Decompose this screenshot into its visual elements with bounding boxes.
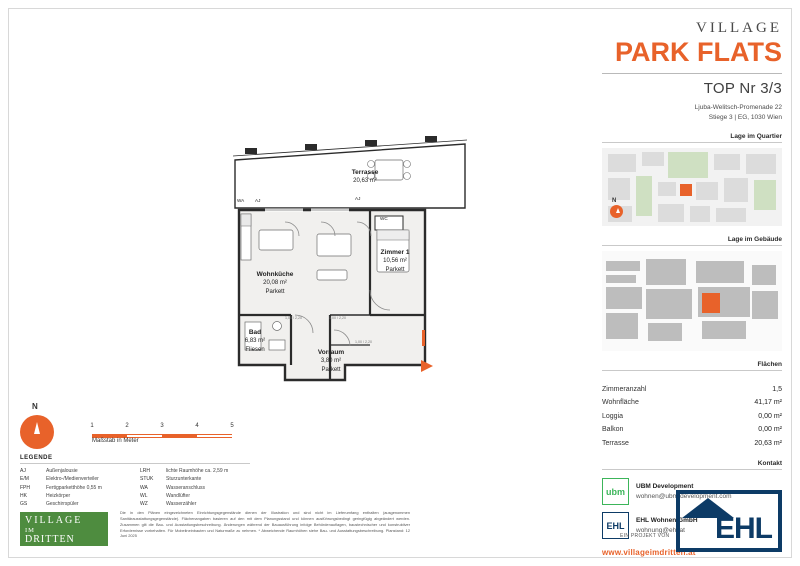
village-logo-line1: VILLAGE [25,515,83,526]
room-area: 20,63 m² [353,178,377,185]
area-value: 0,00 m² [758,426,782,434]
area-label: Balkon [602,426,624,434]
legend-abbr: FPH [20,484,30,491]
room-area: 10,56 m² [383,258,407,265]
room-floor: Parkett [321,367,341,374]
legend-abbr: STUK [140,476,154,483]
legend-item [140,475,250,483]
room-label-wohnkueche [235,270,315,297]
area-label: Terrasse [602,439,629,447]
legend-item [140,500,250,508]
legend-desc: Wasserzähler [166,501,197,507]
area-row [602,397,782,410]
compass-icon [20,415,54,449]
legend-item [140,484,250,492]
legend-abbr: WZ [140,501,148,507]
brand-park-flats: PARK FLATS [615,37,782,67]
legend-column-left [20,467,130,508]
disclaimer-text: Die in den Plänen eingezeichneten Einrichtungsgegenstände dienen der Illustration und sind nicht im Lieferumfang enthalten (ausgenommen Sanitärausstattungsgegenstände). Flächenangaben basieren auf den mit dem Planungsstand und können ausführungsbedingt geringfügig abgeändert werden. Zusammen gilt die Bau- und Ausstattungsbeschreibung. Änderungen während der Bauausführung infolge Behördenauflagen, baustechnischer und konstruktiver Erfordernisse vorbehalten. Für Mobelineinbauten und Naturmaße zu nehmen. * Abweichende Raumhöhen siehe Bau- und Ausstattungsbeschreibung. Planstand: 12 Juni 2025 [120,510,410,539]
room-name: Zimmer 1 [380,249,410,256]
plan-mark-wa: WA [237,198,245,203]
legend-desc: Wasseranschluss [166,484,205,491]
village-logo-line2: IM [25,527,35,534]
legend-item [20,475,130,483]
room-area: 6,83 m² [244,338,266,345]
scale-tick: 4 [195,423,199,429]
legend-desc: Sturzunterkante [166,476,202,483]
area-label: Wohnfläche [602,399,639,407]
scale-caption: Maßstab in Meter [92,438,139,444]
info-panel [602,20,782,557]
legend [20,455,250,508]
section-heading-flaechen: Flächen [602,361,782,371]
area-row [602,437,782,450]
area-row [602,383,782,396]
room-floor: Fliesen [245,347,265,354]
brand-village: VILLAGE [696,20,782,36]
quarter-location-map [602,148,782,226]
quarter-map-north-label: N [612,198,617,205]
area-label: Loggia [602,412,624,420]
scale-tick: 2 [125,423,129,429]
room-label-zimmer1 [365,248,425,275]
plan-mark-wc: WC [380,216,388,221]
contact-email[interactable]: wohnung@ehl.at [636,526,685,534]
room-floor: Parkett [265,289,285,296]
legend-desc: Elektro-/Medienverteiler [46,476,99,483]
area-value: 1,5 [772,385,782,393]
legend-title: LEGENDE [20,455,250,464]
address-block [602,103,782,123]
room-label-vorraum [305,348,357,375]
legend-item [140,467,250,475]
legend-abbr: AJ [20,468,26,474]
brand-divider [602,73,782,74]
room-name: Terrasse [351,169,379,176]
area-row [602,410,782,423]
room-label-terrasse [325,168,405,186]
room-name: Vorraum [317,349,345,356]
area-value: 0,00 m² [758,412,782,420]
area-row [602,424,782,437]
legend-desc: Heizkörper [46,492,71,499]
room-area: 20,08 m² [263,280,287,287]
area-value: 20,63 m² [754,439,782,447]
contact-name: EHL Wohnen GmbH [636,517,698,525]
area-value: 41,17 m² [754,399,782,407]
ehl-logo-icon: EHL [602,512,629,539]
section-heading-gebaeude: Lage im Gebäude [602,236,782,246]
unit-number: TOP Nr 3/3 [703,80,782,98]
legend-abbr: GS [20,501,28,507]
legend-desc: Außenjalousie [46,468,78,474]
plan-dimension-3: 1,00 / 2,20 [355,340,372,344]
legend-desc: Wandlüfter [166,492,190,499]
legend-item [20,492,130,500]
compass-north-label: N [32,402,38,411]
scale-tick: 5 [230,423,234,429]
room-label-bad [230,328,280,355]
legend-abbr: HK [20,492,27,499]
floor-plan [225,130,485,395]
building-location-map [602,251,782,351]
scale-bar [92,423,232,438]
ehl-brand-logo [676,490,782,552]
scale-tick: 1 [90,423,94,429]
plan-mark-aj-1: AJ [255,198,261,203]
website-url[interactable]: www.villageimdritten.at [602,548,696,558]
village-logo-line3: DRITTEN [25,534,75,545]
contact-email[interactable]: wohnen@ubm-development.com [636,492,732,500]
contact-name: UBM Development [636,483,694,491]
address-line-1: Ljuba-Welitsch-Promenade 22 [694,104,782,112]
section-heading-quartier: Lage im Quartier [602,133,782,143]
legend-column-right [140,467,250,508]
village-im-dritten-logo [20,512,108,546]
plan-dimension-2: 1,00 / 2,20 [329,316,346,320]
legend-abbr: WA [140,484,148,491]
legend-item [20,500,130,508]
address-line-2: Stiege 3 | EG, 1030 Wien [708,114,782,122]
legend-desc: Geschirrspüler [46,501,79,507]
legend-item [140,492,250,500]
legend-item [20,467,130,475]
legend-abbr: WL [140,492,148,499]
legend-item [20,484,130,492]
projekt-von-label: EIN PROJEKT VON [620,533,670,539]
legend-abbr: E/M [20,476,29,483]
plan-dimension-1: 1,00 / 2,20 [285,316,302,320]
room-name: Bad [248,329,262,336]
room-area: 3,80 m² [320,358,342,365]
ubm-logo-icon: ubm [602,478,629,505]
area-label: Zimmeranzahl [602,385,647,393]
area-table [602,383,782,450]
plan-mark-aj-2: AJ [355,196,361,201]
scale-tick: 3 [160,423,164,429]
legend-desc: lichte Raumhöhe ca. 2,59 m [166,468,229,474]
room-floor: Parkett [385,267,405,274]
legend-abbr: LRH [140,468,151,474]
ehl-logo-text: EHL [715,512,772,545]
room-name: Wohnküche [256,271,294,278]
section-heading-kontakt: Kontakt [602,460,782,470]
legend-desc: Fertigparketthöhe 0,55 m [46,484,102,491]
